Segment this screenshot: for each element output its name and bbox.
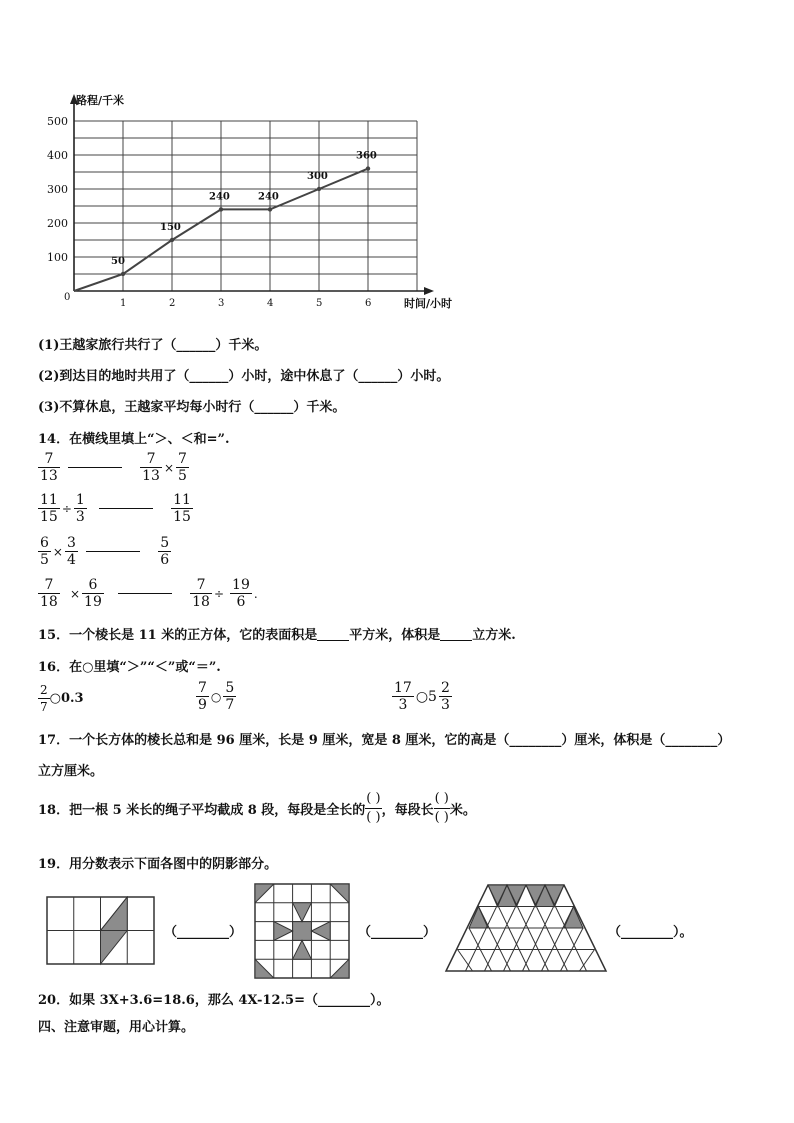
q14-row3: $\frac{6}{5}$ × $\frac{3}{4}$ $\frac{5}{6}$ bbox=[40, 535, 170, 568]
q13-part2: (2)到达目的地时共用了（______）小时，途中休息了（______）小时。 bbox=[38, 369, 450, 384]
fraction: $\frac{7}{18}$ bbox=[40, 577, 58, 610]
fraction: $\frac{3}{4}$ bbox=[66, 535, 76, 568]
figure-trapezoid-triangles bbox=[444, 883, 608, 975]
x-tick-label: 6 bbox=[365, 298, 372, 309]
q14-row2: $\frac{11}{15}$ ÷ $\frac{1}{3}$ $\frac{11}{15}$ bbox=[40, 492, 191, 525]
fraction: $\frac{7}{5}$ bbox=[178, 451, 187, 484]
data-point bbox=[268, 207, 272, 211]
data-label: 50 bbox=[111, 256, 125, 267]
distance-time-chart bbox=[30, 88, 490, 318]
q19-answer1[interactable]: （________） bbox=[164, 925, 243, 940]
q17-line2: 立方厘米。 bbox=[38, 764, 104, 779]
data-point bbox=[219, 207, 223, 211]
y-tick-label: 500 bbox=[47, 115, 68, 128]
fraction: $\frac{1}{3}$ bbox=[75, 492, 85, 525]
data-label: 150 bbox=[160, 222, 181, 233]
q16-expr1: $\frac{2}{7}$ ○0.3 bbox=[40, 683, 84, 714]
chart-series bbox=[74, 166, 370, 291]
answer-blank[interactable] bbox=[317, 628, 349, 641]
y-tick-label: 300 bbox=[47, 183, 68, 196]
data-label: 300 bbox=[307, 171, 328, 182]
y-tick-label: 200 bbox=[47, 217, 68, 230]
x-tick-label: 1 bbox=[120, 298, 127, 309]
data-point bbox=[170, 238, 174, 242]
answer-line[interactable] bbox=[86, 551, 140, 552]
q20: 20．如果 3X+3.6=18.6，那么 4X-12.5=（________）。 bbox=[38, 993, 390, 1008]
x-tick-label: 5 bbox=[316, 298, 323, 309]
x-tick-label: 2 bbox=[169, 298, 176, 309]
q16-expr2: $\frac{7}{9}$ ○ $\frac{5}{7}$ bbox=[198, 680, 235, 713]
y-tick-label: 100 bbox=[47, 251, 68, 264]
q15: 15．一个棱长是 11 米的正方体，它的表面积是 平方米，体积是 立方米. bbox=[38, 628, 516, 643]
q14-row1: $\frac{7}{13}$ $\frac{7}{13}$ × $\frac{7}{5}$ bbox=[40, 451, 187, 484]
q17-line1: 17．一个长方体的棱长总和是 96 厘米，长是 9 厘米，宽是 8 厘米，它的高是（________）厘米，体积是（________） bbox=[38, 733, 731, 748]
fraction: $\frac{7}{18}$ bbox=[192, 577, 210, 610]
q19-answer2[interactable]: （________） bbox=[358, 925, 437, 940]
answer-line[interactable] bbox=[68, 467, 122, 468]
data-label: 240 bbox=[209, 191, 230, 203]
chart-grid bbox=[74, 121, 417, 291]
answer-line[interactable] bbox=[99, 508, 153, 509]
data-point bbox=[121, 272, 125, 276]
q14-row4: $\frac{7}{18}$ × $\frac{6}{19}$ $\frac{7}{18}$ ÷ $\frac{19}{6}$ . bbox=[40, 577, 258, 610]
section-4-heading: 四、注意审题，用心计算。 bbox=[38, 1020, 195, 1035]
fraction: $\frac{6}{5}$ bbox=[40, 535, 49, 568]
chart-ticks bbox=[47, 115, 371, 309]
q19-title: 19．用分数表示下面各图中的阴影部分。 bbox=[38, 857, 278, 872]
x-axis-arrow bbox=[424, 287, 434, 295]
x-tick-label: 0 bbox=[64, 292, 71, 303]
fraction: $\frac{7}{13}$ bbox=[40, 451, 58, 484]
fraction: $\frac{5}{6}$ bbox=[160, 535, 170, 568]
q18: 18．把一根 5 米长的绳子平均截成 8 段，每段是全长的 $\frac{( )}{( )}$ ，每段长 $\frac{( )}{( )}$ 米。 bbox=[38, 791, 476, 825]
fraction: $\frac{11}{15}$ bbox=[40, 492, 58, 525]
x-axis-title: 时间/小时 bbox=[404, 297, 453, 310]
fraction: $\frac{6}{19}$ bbox=[84, 577, 102, 610]
answer-blank[interactable] bbox=[440, 628, 472, 641]
q16-expr3: $\frac{17}{3}$ ○5 $\frac{2}{3}$ bbox=[394, 680, 450, 713]
y-tick-label: 400 bbox=[47, 149, 68, 162]
q13-part1: (1)王越家旅行共行了（______）千米。 bbox=[38, 338, 268, 353]
x-tick-label: 3 bbox=[218, 298, 225, 309]
fraction: $\frac{19}{6}$ bbox=[232, 577, 250, 610]
fraction: $\frac{11}{15}$ bbox=[173, 492, 191, 525]
q19-answer3[interactable]: （________）。 bbox=[608, 925, 693, 940]
figure-rect-grid bbox=[46, 896, 156, 966]
fraction: $\frac{7}{13}$ bbox=[142, 451, 160, 484]
data-label: 360 bbox=[356, 150, 377, 162]
data-point bbox=[366, 166, 370, 170]
chart-labels bbox=[76, 93, 452, 310]
figure-square-grid bbox=[254, 883, 350, 979]
answer-fraction[interactable]: $\frac{( )}{( )}$ bbox=[434, 791, 449, 825]
data-point bbox=[317, 187, 321, 191]
q14-title: 14．在横线里填上“＞、＜和=”. bbox=[38, 432, 230, 447]
q13-part3: (3)不算休息，王越家平均每小时行（______）千米。 bbox=[38, 400, 346, 415]
data-label: 240 bbox=[258, 191, 279, 203]
q16-title: 16．在○里填“＞”“＜”或“＝”. bbox=[38, 660, 221, 675]
y-axis-title: 路程/千米 bbox=[76, 94, 125, 107]
x-tick-label: 4 bbox=[267, 298, 274, 309]
answer-line[interactable] bbox=[118, 593, 172, 594]
answer-fraction[interactable]: $\frac{( )}{( )}$ bbox=[366, 791, 381, 825]
